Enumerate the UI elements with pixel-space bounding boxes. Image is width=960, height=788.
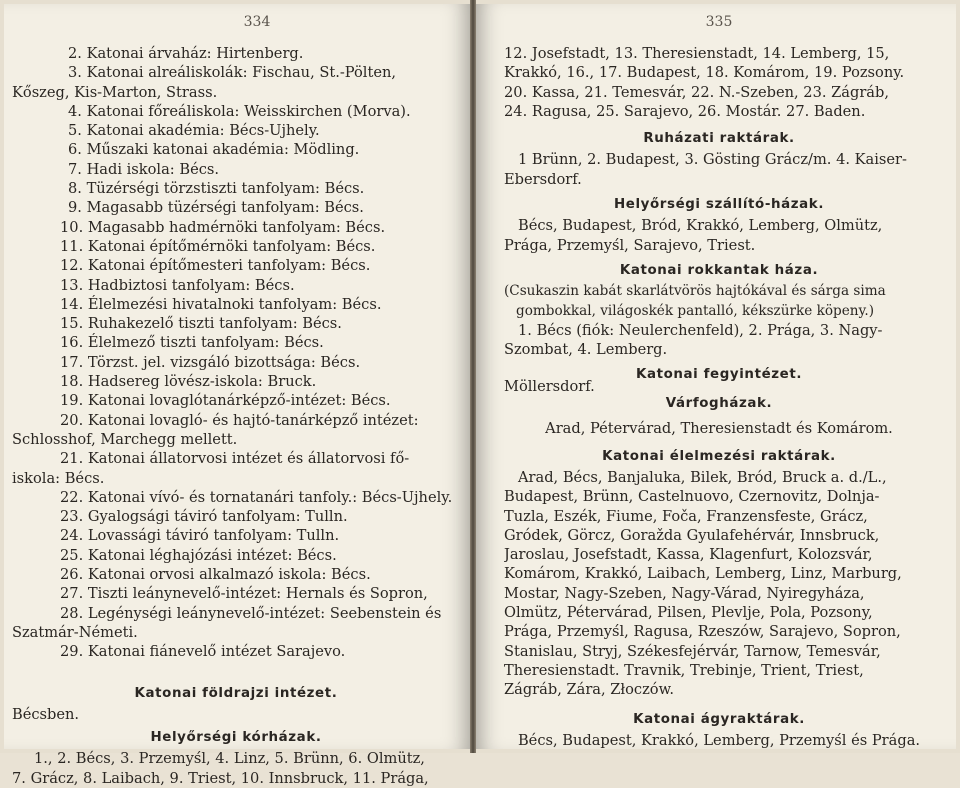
hospitals-line: 12. Josefstadt, 13. Theresienstadt, 14. Lemberg, 15,: [504, 45, 890, 62]
food-depots-line: Stanislau, Stryj, Székesfejérvár, Tarnow, Temesvár,: [504, 642, 881, 660]
invalids-note-line: gombokkal, világoskék pantalló, kékszürke köpeny.): [516, 302, 874, 319]
food-depots-line: Zágráb, Zára, Złoczów.: [504, 681, 674, 699]
list-item: 27. Tiszti leánynevelő-intézet: Hernals és Sopron,: [60, 585, 428, 603]
list-item-continuation: iskola: Bécs.: [12, 469, 105, 487]
list-item: 13. Hadbiztosi tanfolyam: Bécs.: [60, 276, 295, 294]
list-item-continuation: Schlosshof, Marchegg mellett.: [12, 430, 238, 448]
list-item: 4. Katonai főreáliskola: Weisskirchen (Morva).: [68, 102, 411, 120]
section-heading-clothing-depots: Ruházati raktárak.: [643, 131, 795, 147]
food-depots-line: Theresienstadt. Travnik, Trebinje, Trient, Triest,: [504, 661, 864, 679]
right-page-body: [504, 44, 934, 750]
list-item: 12. Katonai építőmesteri tanfolyam: Bécs.: [60, 257, 371, 275]
list-item: 6. Műszaki katonai akadémia: Mödling.: [68, 141, 360, 159]
section-heading-transport-houses: Helyőrségi szállító-házak.: [613, 197, 825, 213]
list-item: 15. Ruhakezelő tiszti tanfolyam: Bécs.: [60, 315, 342, 333]
clothing-line: 1 Brünn, 2. Budapest, 3. Gösting Grácz/m. 4. Kaiser-: [518, 151, 907, 169]
list-item: 28. Legénységi leánynevelő-intézet: Seebenstein és: [60, 604, 442, 622]
list-item: 11. Katonai építőmérnöki tanfolyam: Bécs.: [60, 237, 376, 255]
list-item: 29. Katonai fiánevelő intézet Sarajevo.: [60, 643, 346, 661]
geo-institute-place: Bécsben.: [12, 705, 80, 723]
transport-houses-line: Prága, Przemyśl, Sarajevo, Triest.: [504, 236, 756, 254]
right-page: [476, 4, 956, 749]
food-depots-line: Prága, Przemyśl, Ragusa, Rzeszów, Sarajevo, Sopron,: [504, 623, 901, 641]
list-item-continuation: Kőszeg, Kis-Marton, Strass.: [12, 83, 218, 101]
food-depots-line: Komárom, Krakkó, Laibach, Lemberg, Linz, Marburg,: [504, 565, 902, 583]
section-heading-fortress-prisons: Várfogházak.: [665, 396, 773, 412]
fortress-prisons-line: Arad, Pétervárad, Theresienstadt és Komárom.: [545, 420, 893, 438]
list-item: 5. Katonai akadémia: Bécs-Ujhely.: [68, 122, 320, 140]
list-item: 18. Hadsereg lövész-iskola: Bruck.: [60, 373, 317, 391]
invalids-line: Szombat, 4. Lemberg.: [504, 341, 668, 359]
section-heading-food-depots: Katonai élelmezési raktárak.: [602, 448, 836, 464]
section-heading-bed-depots: Katonai ágyraktárak.: [633, 711, 805, 727]
list-item: 7. Hadi iskola: Bécs.: [68, 160, 220, 178]
invalids-note-line: (Csukaszin kabát skarlátvörös hajtókával és sárga sima: [504, 283, 886, 300]
section-heading-geo-institute: Katonai földrajzi intézet.: [134, 685, 338, 701]
food-depots-line: Olmütz, Pétervárad, Pilsen, Plevlje, Pola, Pozsony,: [504, 604, 873, 622]
list-item: 21. Katonai állatorvosi intézet és állatorvosi fő-: [60, 450, 410, 468]
list-item: 22. Katonai vívó- és tornatanári tanfoly.: Bécs-Ujhely.: [60, 488, 453, 506]
list-item: 24. Lovassági táviró tanfolyam: Tulln.: [60, 527, 340, 545]
list-item: 20. Katonai lovagló- és hajtó-tanárképző intézet:: [60, 411, 419, 429]
food-depots-line: Arad, Bécs, Banjaluka, Bilek, Bród, Bruck a. d./L.,: [518, 468, 887, 486]
hospitals-line: 7. Grácz, 8. Laibach, 9. Triest, 10. Innsbruck, 11. Prága,: [12, 769, 429, 787]
list-item: 14. Élelmezési hivatalnoki tanfolyam: Bécs.: [60, 295, 382, 313]
page-number-left: 334: [243, 14, 271, 30]
hospitals-line: 1., 2. Bécs, 3. Przemyśl, 4. Linz, 5. Brünn, 6. Olmütz,: [34, 750, 425, 768]
prison-place: Möllersdorf.: [504, 377, 595, 395]
left-page-body: [12, 44, 460, 788]
invalids-line: 1. Bécs (fiók: Neulerchenfeld), 2. Prága, 3. Nagy-: [518, 321, 883, 339]
food-depots-line: Budapest, Brünn, Castelnuovo, Czernovitz, Dolnja-: [504, 488, 880, 506]
bed-depots-line: Bécs, Budapest, Krakkó, Lemberg, Przemyśl és Prága.: [517, 731, 921, 749]
food-depots-line: Jaroslau, Josefstadt, Kassa, Klagenfurt, Kolozsvár,: [504, 546, 873, 564]
list-item: 17. Törzst. jel. vizsgáló bizottsága: Bécs.: [60, 353, 361, 371]
list-item: 26. Katonai orvosi alkalmazó iskola: Bécs.: [60, 566, 371, 584]
page-number-right: 335: [705, 14, 733, 30]
food-depots-line: Mostar, Nagy-Szeben, Nagy-Várad, Nyiregyháza,: [504, 584, 865, 602]
transport-houses-line: Bécs, Budapest, Bród, Krakkó, Lemberg, Olmütz,: [518, 217, 883, 235]
list-item: 10. Magasabb hadmérnöki tanfolyam: Bécs.: [60, 218, 386, 236]
list-item: 19. Katonai lovaglótanárképző-intézet: Bécs.: [60, 392, 391, 410]
section-heading-invalids-house: Katonai rokkantak háza.: [619, 262, 819, 278]
hospitals-line: 20. Kassa, 21. Temesvár, 22. N.-Szeben, 23. Zágráb,: [504, 83, 889, 101]
list-item: 9. Magasabb tüzérségi tanfolyam: Bécs.: [68, 199, 364, 217]
list-item: 16. Élelmező tiszti tanfolyam: Bécs.: [60, 334, 324, 352]
list-item: 8. Tüzérségi törzstiszti tanfolyam: Bécs.: [68, 180, 365, 198]
hospitals-line: Krakkó, 16., 17. Budapest, 18. Komárom, 19. Pozsony.: [504, 64, 905, 82]
hospitals-line: 24. Ragusa, 25. Sarajevo, 26. Mostár. 27. Baden.: [504, 102, 866, 120]
list-item: 23. Gyalogsági táviró tanfolyam: Tulln.: [60, 508, 348, 526]
list-item: 25. Katonai léghajózási intézet: Bécs.: [60, 546, 337, 564]
section-heading-military-prison: Katonai fegyintézet.: [635, 367, 803, 383]
food-depots-line: Tuzla, Eszék, Fiume, Foča, Franzensfeste, Grácz,: [504, 507, 868, 525]
food-depots-line: Gródek, Görcz, Goražda Gyulafehérvár, Innsbruck,: [504, 526, 880, 544]
section-heading-garrison-hospitals: Helyőrségi kórházak.: [150, 730, 322, 746]
list-item: 3. Katonai alreáliskolák: Fischau, St.-Pölten,: [68, 64, 397, 82]
clothing-line: Ebersdorf.: [504, 170, 582, 188]
list-item: 2. Katonai árvaház: Hirtenberg.: [68, 45, 304, 62]
left-page: [4, 4, 470, 787]
list-item-continuation: Szatmár-Németi.: [12, 623, 138, 641]
